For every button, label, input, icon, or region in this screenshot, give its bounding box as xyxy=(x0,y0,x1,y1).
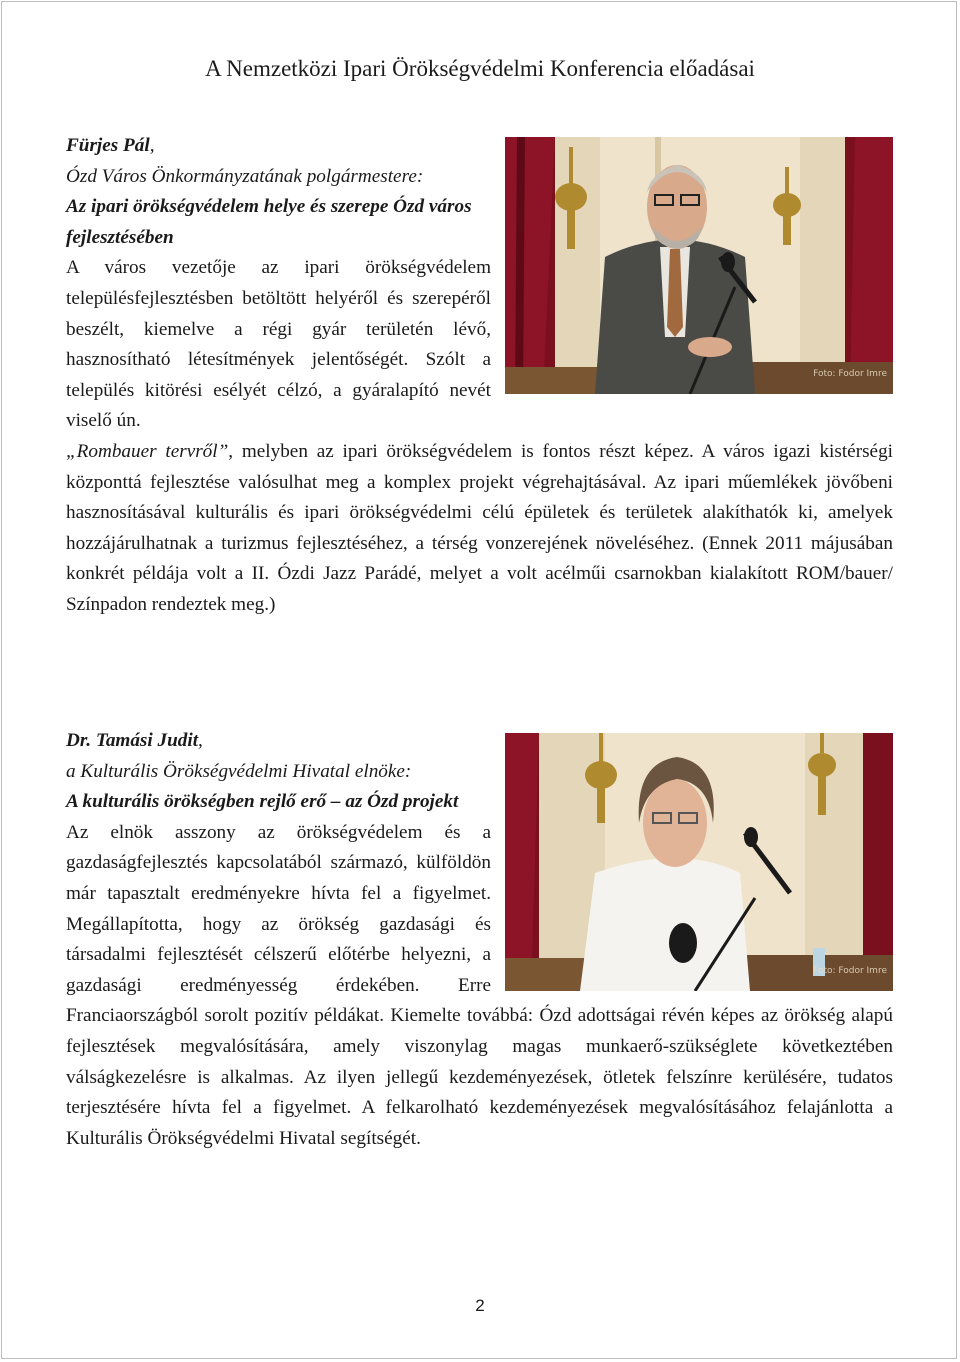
rombauer-quote: „Rombauer tervről” xyxy=(66,440,229,462)
lecture-title: Az ipari örökségvédelem helye és szerepe Ózd város fejlesztésében xyxy=(66,196,472,248)
speaker-photo-furjes xyxy=(505,137,893,394)
lecture-title: A kulturális örökségben rejlő erő – az Ózd projekt xyxy=(66,791,459,813)
lecture-body: Az elnök asszony az örökségvédelem és a gazdaságfejlesztés kapcsolatából származó, külföldön már tapasztalt eredményekre hívta fel a figyelmet. Megállapította, hogy az örökség gazdasági és társadalmi fejlesztését célszerű előtérbe helyezni, a gazdasági eredményesség érdekében. Erre Franciaországból sorolt pozitív példákat. Kiemelte továbbá: Ózd adottságai révén képes az örökség alapú fejlesztések megvalósítására, amely viszonylag magas munkaerő-szükséglete következtében válságkezelésre is alkalmas. Az ilyen jellegű kezdeményezések, ötletek felszínre kerülésére, tudatos terjesztésére hívta fel a figyelmet. A felkarolható kezdeményezések megvalósításához felajánlotta a Kulturális Örökségvédelmi Hivatal segítségét. xyxy=(66,821,893,1149)
speaker-photo-tamasi xyxy=(505,733,893,991)
speaker-name: Fürjes Pál xyxy=(66,135,150,156)
podium-photo-male xyxy=(505,137,893,394)
lecture-fürjes xyxy=(66,131,893,621)
page-header: A Nemzetközi Ipari Örökségvédelmi Konferencia előadásai xyxy=(205,56,755,81)
name-suffix: , xyxy=(149,135,155,156)
name-suffix: , xyxy=(198,730,203,751)
body-part-1: A város vezetője az ipari örökségvédelem településfejlesztésben betöltött helyéről és szerepéről beszélt, kiemelve a régi gyár területén lévő, hasznosítható létesítmények jelentőségét. Szólt a település kitörési esélyét célzó, a gyáralapító nevét viselő ún. xyxy=(66,257,491,432)
body-part-2: , melyben az ipari örökségvédelem is fontos részt képez. A város igazi kistérségi központtá fejlesztése valósulhat meg a komplex projekt végrehajtásával. Az ipari műemlékek jövőbeni hasznosításával kulturális és ipari örökségvédelmi célú épületek és területek alakíthatók ki, amelyek hozzájárulhatnak a turizmus fejlesztéséhez, a térség vonzerejének növeléséhez. (Ennek 2011 májusában konkrét példája volt a II. Ózdi Jazz Parádé, melyet a volt acélműi csarnokban kialakított ROM/bauer/ Színpadon rendeztek meg.) xyxy=(66,440,893,615)
speaker-role: Ózd Város Önkormányzatának polgármestere: xyxy=(66,165,424,187)
page-number: 2 xyxy=(475,1296,485,1315)
speaker-role: a Kulturális Örökségvédelmi Hivatal elnöke: xyxy=(66,760,412,782)
podium-photo-female xyxy=(505,733,893,991)
photo-credit: Foto: Fodor Imre xyxy=(813,369,887,380)
speaker-name: Dr. Tamási Judit xyxy=(66,730,199,751)
lecture-tamasi xyxy=(66,726,893,1154)
photo-credit: Foto: Fodor Imre xyxy=(813,966,887,977)
